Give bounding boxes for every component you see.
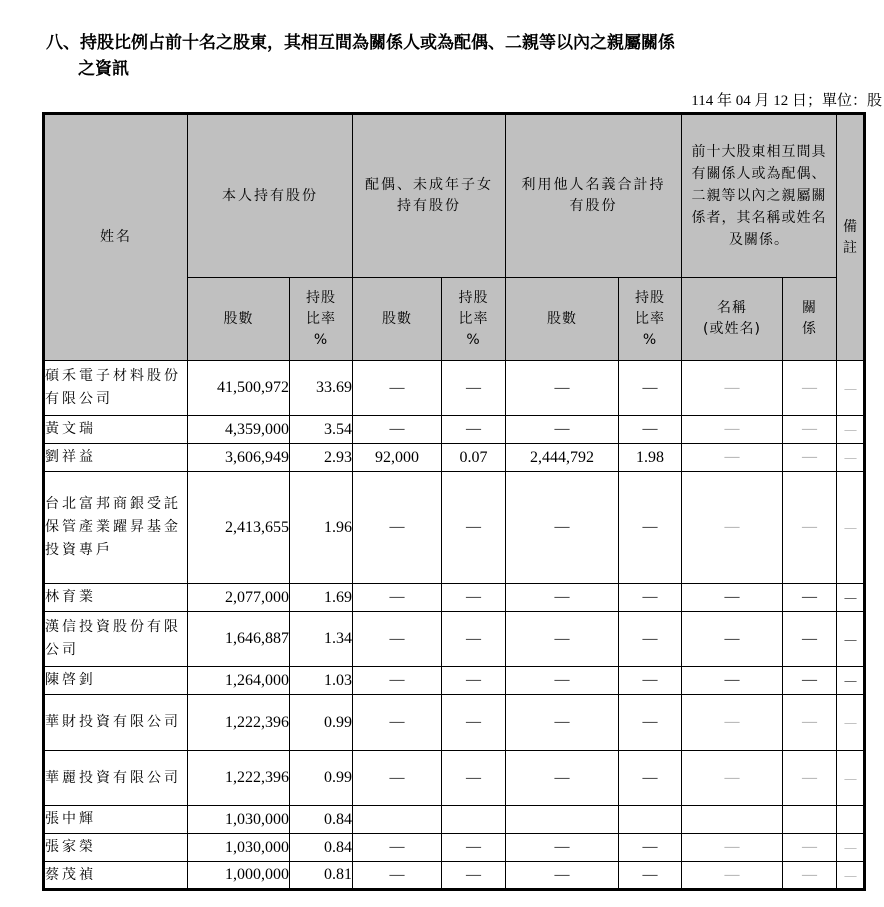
own-shares-cell: 2,413,655: [188, 472, 290, 584]
ratio-label-line3: %: [642, 331, 658, 348]
remark-cell: —: [837, 834, 865, 862]
nominee-ratio-cell: —: [619, 472, 682, 584]
remark-cell: —: [837, 751, 865, 806]
spouse-shares-cell: —: [353, 751, 442, 806]
nominee-shares-cell: —: [506, 834, 619, 862]
header-name: 姓名: [44, 114, 188, 361]
own-shares-cell: 1,646,887: [188, 612, 290, 667]
remark-cell: —: [837, 667, 865, 695]
relationship-cell: —: [783, 751, 837, 806]
ratio-label-line3: %: [313, 331, 329, 348]
table-row: [44, 472, 865, 584]
shareholder-name: 林育業: [44, 584, 188, 612]
relationship-cell: —: [783, 472, 837, 584]
top-ten-shareholders-table: [42, 112, 866, 891]
header-nominee-ratio: [619, 278, 682, 361]
spouse-shares-cell: —: [353, 695, 442, 751]
own-ratio-cell: 0.84: [290, 806, 353, 834]
related-name-cell: —: [682, 612, 783, 667]
nominee-ratio-cell: —: [619, 612, 682, 667]
nominee-ratio-cell: —: [619, 361, 682, 416]
own-ratio-cell: 3.54: [290, 416, 353, 444]
table-row: [44, 695, 865, 751]
header-spouse-shares-count: 股數: [353, 278, 442, 361]
spouse-shares-cell: [353, 806, 442, 834]
spouse-shares-cell: —: [353, 584, 442, 612]
nominee-ratio-cell: —: [619, 695, 682, 751]
header-own-shares: 本人持有股份: [188, 114, 353, 278]
nominee-ratio-cell: —: [619, 834, 682, 862]
ratio-label-line2: 比率: [635, 310, 665, 327]
own-ratio-cell: 2.93: [290, 444, 353, 472]
header-own-ratio: [290, 278, 353, 361]
own-shares-cell: 4,359,000: [188, 416, 290, 444]
nominee-ratio-cell: —: [619, 416, 682, 444]
own-shares-cell: 41,500,972: [188, 361, 290, 416]
nominee-ratio-cell: [619, 806, 682, 834]
header-remark: 備註: [837, 114, 865, 361]
nominee-shares-cell: [506, 806, 619, 834]
relationship-label-line2: 係: [802, 321, 817, 337]
spouse-shares-cell: —: [353, 416, 442, 444]
ratio-label-line2: 比率: [458, 310, 489, 327]
table-row: [44, 751, 865, 806]
related-name-cell: —: [682, 751, 783, 806]
shareholder-name: 台北富邦商銀受託保管產業躍昇基金投資專戶: [44, 472, 188, 584]
remark-cell: —: [837, 862, 865, 890]
nominee-shares-cell: —: [506, 361, 619, 416]
shareholder-name: 蔡茂禎: [44, 862, 188, 890]
own-ratio-cell: 1.96: [290, 472, 353, 584]
nominee-shares-cell: —: [506, 584, 619, 612]
relationship-cell: —: [783, 667, 837, 695]
spouse-shares-cell: —: [353, 667, 442, 695]
table-row: [44, 361, 865, 416]
table-row: [44, 612, 865, 667]
relationship-cell: —: [783, 361, 837, 416]
spouse-ratio-cell: —: [442, 361, 506, 416]
related-name-label-line2: (或姓名): [703, 321, 761, 337]
header-related-name: [682, 278, 783, 361]
own-shares-cell: 1,222,396: [188, 695, 290, 751]
header-spouse-shares: 配偶、未成年子女持有股份: [353, 114, 506, 278]
nominee-ratio-cell: —: [619, 667, 682, 695]
related-name-cell: [682, 806, 783, 834]
remark-cell: —: [837, 444, 865, 472]
header-spouse-ratio: [442, 278, 506, 361]
table-row: [44, 416, 865, 444]
spouse-shares-cell: —: [353, 361, 442, 416]
relationship-label-line1: 關: [802, 300, 817, 316]
own-shares-cell: 1,000,000: [188, 862, 290, 890]
shareholder-name: 張家榮: [44, 834, 188, 862]
shareholder-name: 碩禾電子材料股份有限公司: [44, 361, 188, 416]
spouse-shares-cell: —: [353, 612, 442, 667]
section-title-line1: 八、持股比例占前十名之股東，其相互間為關係人或為配偶、二親等以內之親屬關係: [46, 33, 675, 53]
remark-cell: [837, 806, 865, 834]
ratio-label-line1: 持股: [458, 289, 489, 306]
spouse-ratio-cell: —: [442, 416, 506, 444]
own-ratio-cell: 0.84: [290, 834, 353, 862]
relationship-cell: —: [783, 834, 837, 862]
shareholder-name: 華麗投資有限公司: [44, 751, 188, 806]
related-name-cell: —: [682, 834, 783, 862]
table-row: [44, 806, 865, 834]
own-shares-cell: 1,030,000: [188, 834, 290, 862]
table-row: [44, 862, 865, 890]
nominee-ratio-cell: 1.98: [619, 444, 682, 472]
own-ratio-cell: 33.69: [290, 361, 353, 416]
nominee-shares-cell: —: [506, 862, 619, 890]
date-unit-label: 114 年 04 月 12 日；單位：股: [691, 93, 882, 109]
ratio-label-line2: 比率: [306, 310, 336, 327]
header-nominee-shares: 利用他人名義合計持有股份: [506, 114, 682, 278]
spouse-shares-cell: —: [353, 472, 442, 584]
nominee-ratio-cell: —: [619, 751, 682, 806]
spouse-ratio-cell: —: [442, 612, 506, 667]
shareholder-name: 張中輝: [44, 806, 188, 834]
spouse-ratio-cell: [442, 806, 506, 834]
remark-cell: —: [837, 361, 865, 416]
remark-cell: —: [837, 584, 865, 612]
own-ratio-cell: 0.81: [290, 862, 353, 890]
related-name-cell: —: [682, 472, 783, 584]
relationship-cell: —: [783, 862, 837, 890]
remark-cell: —: [837, 695, 865, 751]
header-row-1: [44, 114, 865, 278]
ratio-label-line3: %: [466, 331, 481, 348]
nominee-shares-cell: —: [506, 695, 619, 751]
related-name-cell: —: [682, 667, 783, 695]
header-own-shares-count: 股數: [188, 278, 290, 361]
remark-cell: —: [837, 472, 865, 584]
nominee-shares-cell: 2,444,792: [506, 444, 619, 472]
nominee-shares-cell: —: [506, 416, 619, 444]
header-nominee-shares-count: 股數: [506, 278, 619, 361]
section-title: [46, 30, 876, 82]
table-row: [44, 444, 865, 472]
own-shares-cell: 1,030,000: [188, 806, 290, 834]
spouse-ratio-cell: —: [442, 834, 506, 862]
remark-cell: —: [837, 416, 865, 444]
spouse-ratio-cell: —: [442, 584, 506, 612]
nominee-shares-cell: —: [506, 751, 619, 806]
spouse-ratio-cell: —: [442, 751, 506, 806]
remark-cell: —: [837, 612, 865, 667]
shareholder-name: 劉祥益: [44, 444, 188, 472]
own-shares-cell: 1,222,396: [188, 751, 290, 806]
related-name-cell: —: [682, 444, 783, 472]
header-related-parties: 前十大股東相互間具有關係人或為配偶、二親等以內之親屬關係者，其名稱或姓名及關係。: [682, 114, 837, 278]
shareholder-name: 華財投資有限公司: [44, 695, 188, 751]
related-name-cell: —: [682, 862, 783, 890]
spouse-ratio-cell: —: [442, 472, 506, 584]
own-ratio-cell: 0.99: [290, 751, 353, 806]
table-row: [44, 667, 865, 695]
ratio-label-line1: 持股: [306, 289, 336, 306]
spouse-shares-cell: 92,000: [353, 444, 442, 472]
nominee-shares-cell: —: [506, 667, 619, 695]
nominee-ratio-cell: —: [619, 862, 682, 890]
related-name-cell: —: [682, 695, 783, 751]
own-ratio-cell: 1.03: [290, 667, 353, 695]
own-ratio-cell: 1.34: [290, 612, 353, 667]
own-shares-cell: 3,606,949: [188, 444, 290, 472]
related-name-cell: —: [682, 361, 783, 416]
relationship-cell: —: [783, 695, 837, 751]
table-row: [44, 584, 865, 612]
table-row: [44, 834, 865, 862]
shareholder-name: 陳啓釗: [44, 667, 188, 695]
spouse-ratio-cell: —: [442, 862, 506, 890]
own-shares-cell: 2,077,000: [188, 584, 290, 612]
spouse-ratio-cell: —: [442, 695, 506, 751]
nominee-shares-cell: —: [506, 612, 619, 667]
section-title-line2: 之資訊: [78, 59, 129, 79]
relationship-cell: —: [783, 612, 837, 667]
header-relationship: [783, 278, 837, 361]
spouse-shares-cell: —: [353, 862, 442, 890]
own-ratio-cell: 1.69: [290, 584, 353, 612]
ratio-label-line1: 持股: [635, 289, 665, 306]
relationship-cell: [783, 806, 837, 834]
spouse-shares-cell: —: [353, 834, 442, 862]
nominee-shares-cell: —: [506, 472, 619, 584]
own-ratio-cell: 0.99: [290, 695, 353, 751]
own-shares-cell: 1,264,000: [188, 667, 290, 695]
related-name-label-line1: 名稱: [717, 300, 747, 316]
related-name-cell: —: [682, 416, 783, 444]
shareholder-name: 漢信投資股份有限公司: [44, 612, 188, 667]
shareholder-name: 黃文瑞: [44, 416, 188, 444]
relationship-cell: —: [783, 584, 837, 612]
spouse-ratio-cell: —: [442, 667, 506, 695]
spouse-ratio-cell: 0.07: [442, 444, 506, 472]
related-name-cell: —: [682, 584, 783, 612]
relationship-cell: —: [783, 444, 837, 472]
nominee-ratio-cell: —: [619, 584, 682, 612]
relationship-cell: —: [783, 416, 837, 444]
